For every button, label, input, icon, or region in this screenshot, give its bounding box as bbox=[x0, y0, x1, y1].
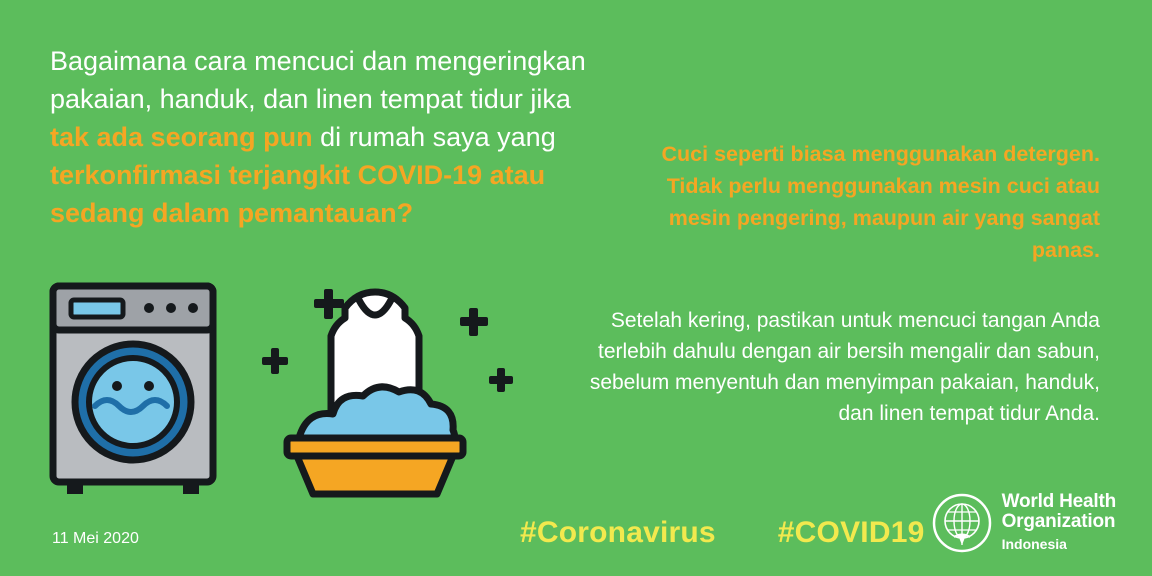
question-text bbox=[50, 42, 610, 232]
question-highlight-1: tak ada seorang pun bbox=[50, 122, 313, 152]
who-logo-line-1: World Health bbox=[1001, 491, 1116, 512]
illustration-group bbox=[45, 278, 525, 498]
question-part-2: di rumah saya yang bbox=[312, 122, 556, 152]
answer-primary-text: Cuci seperti biasa menggunakan detergen. Tidak perlu menggunakan mesin cuci atau mesin pengering, maupun air yang sangat panas. bbox=[661, 142, 1100, 262]
hashtag-coronavirus: #Coronavirus bbox=[520, 516, 716, 549]
answer-secondary-text: Setelah kering, pastikan untuk mencuci tangan Anda terlebih dahulu dengan air bersih mengalir dan sabun, sebelum menyentuh dan menyimpan pakaian, handuk, dan linen tempat tidur Anda. bbox=[589, 309, 1100, 425]
publish-date: 11 Mei 2020 bbox=[52, 530, 139, 547]
who-emblem-icon bbox=[932, 493, 992, 553]
hashtag-covid19: #COVID19 bbox=[777, 516, 925, 549]
who-logo-country: Indonesia bbox=[1001, 536, 1067, 552]
question-highlight-2: terkonfirmasi terjangkit COVID-19 atau sedang dalam pemantauan? bbox=[50, 160, 546, 228]
question-part-1: Bagaimana cara mencuci dan mengeringkan pakaian, handuk, dan linen tempat tidur jika bbox=[50, 46, 586, 114]
who-logo bbox=[932, 492, 1116, 554]
basin-icon bbox=[287, 438, 463, 494]
who-logo-text bbox=[1002, 492, 1116, 554]
washing-machine-icon bbox=[53, 286, 213, 494]
hashtag-group bbox=[520, 516, 924, 550]
who-logo-line-2: Organization bbox=[1001, 511, 1116, 532]
